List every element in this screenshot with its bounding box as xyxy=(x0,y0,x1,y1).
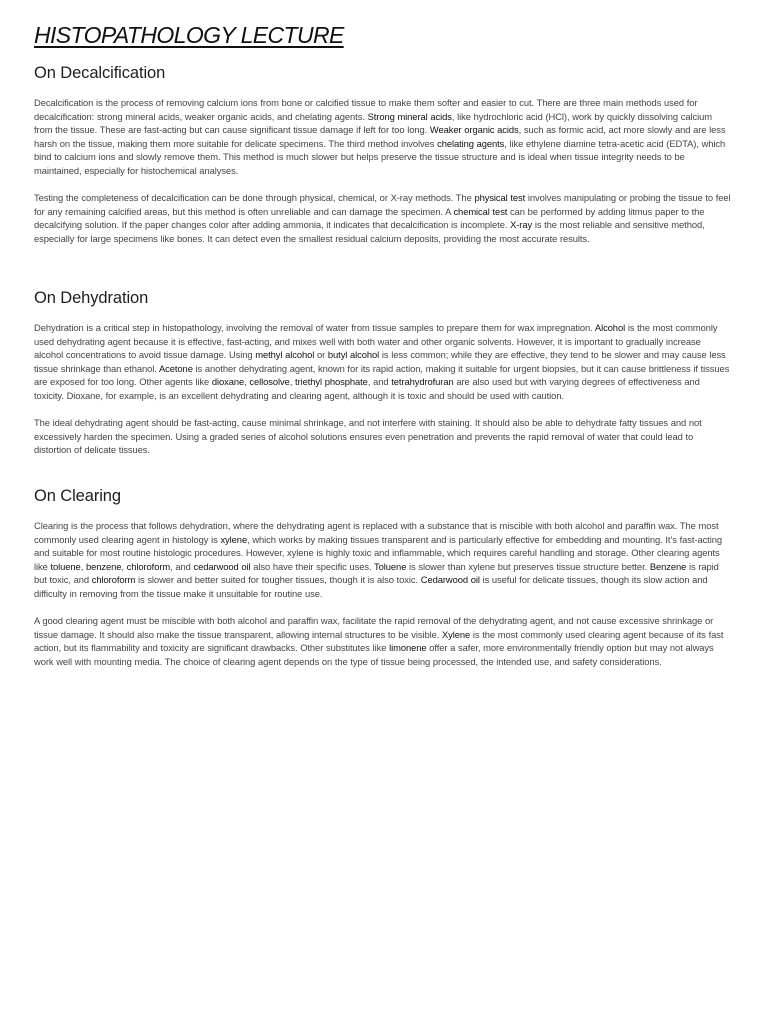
section-heading: On Clearing xyxy=(34,487,121,505)
emphasized-term: Strong mineral acids xyxy=(367,110,452,122)
emphasized-term: dioxane xyxy=(211,376,245,388)
section-heading: On Dehydration xyxy=(34,289,149,307)
emphasized-term: triethyl phosphate xyxy=(295,376,368,388)
paragraph: Decalcification is the process of removing calcium ions from bone or calcified tissue to make them softer and easier to cut. There are three main methods used for decalcification: strong mineral acids, weaker organic acids, and chelating agents. Strong mineral acids, like hydrochloric acid (HCl), work by quickly dissolving calcium from the tissue. These are fast-acting but can cause significant tissue damage if left for too long. Weaker organic acids, such as formic acid, act more slowly and are less harsh on the tissue, making them more suitable for delicate specimens. The third method involves chelating agents, like ethylene diamine tetra-acetic acid (EDTA), which bind to calcium ions and slowly remove them. This method is much slower but helps preserve the tissue structure and is ideal when tissue integrity needs to be maintained, especially for histochemical analyses. xyxy=(34,97,726,176)
emphasized-term: cellosolve xyxy=(249,376,290,388)
emphasized-term: Xylene xyxy=(442,628,471,640)
emphasized-term: cedarwood oil xyxy=(193,560,251,572)
document-page xyxy=(34,20,732,667)
section-dehydration xyxy=(34,288,732,471)
emphasized-term: methyl alcohol xyxy=(255,349,315,361)
emphasized-term: xylene xyxy=(220,533,248,545)
paragraph: A good clearing agent must be miscible with both alcohol and paraffin wax, facilitate the rapid removal of the dehydrating agent, and not cause excessive shrinkage or tissue damage. It should also make the tissue transparent, allowing internal structures to be visible. Xylene is the most commonly used clearing agent because of its fast action, but its flammability and toxicity are significant drawbacks. Other substitutes like limonene offer a safer, more environmentally friendly option but may not always work well with mounting media. The choice of clearing agent depends on the type of tissue being processed, the intended use, and safety considerations. xyxy=(34,615,724,667)
paragraph: The ideal dehydrating agent should be fast-acting, cause minimal shrinkage, and not interfere with staining. It should also be able to dehydrate fatty tissues and not excessively harden the specimen. Using a graded series of alcohol solutions ensures even penetration and prevents the rapid removal of water that could lead to distortion of delicate tissues. xyxy=(34,417,702,456)
emphasized-term: chloroform xyxy=(91,574,136,586)
emphasized-term: Alcohol xyxy=(594,322,626,333)
emphasized-term: physical test xyxy=(474,192,526,204)
section-decalcification xyxy=(34,63,732,259)
paragraph: Clearing is the process that follows dehydration, where the dehydrating agent is replaced with a substance that is miscible with both alcohol and paraffin wax. The most commonly used clearing agent in histology is xylene, which works by making tissues transparent and is particularly effective for embedding and mounting. It’s fast-acting and suitable for most routine histologic procedures. However, xylene is highly toxic and inflammable, which requires careful handling and storage. Other clearing agents like toluene, benzene, chloroform, and cedarwood oil also have their specific uses. Toluene is slower than xylene but preserves tissue structure better. Benzene is rapid but toxic, and chloroform is slower and better suited for tougher tissues, though it is also toxic. Cedarwood oil is useful for delicate tissues, though its slow action and difficulty in removing from the tissue make it unsuitable for routine use. xyxy=(34,520,722,599)
emphasized-term: Benzene xyxy=(649,560,687,572)
paragraph: Dehydration is a critical step in histopathology, involving the removal of water from tissue samples to prepare them for wax impregnation. Alcohol is the most commonly used dehydrating agent because it is effective, fast-acting, and mixes well with both water and other organic solvents. However, it is important to gradually increase alcohol concentrations to avoid tissue damage. Using methyl alcohol or butyl alcohol is less common; while they are effective, they tend to be slower and may cause less tissue shrinkage than ethanol. Acetone is another dehydrating agent, known for its rapid action, making it suitable for urgent biopsies, but it can cause brittleness if tissues are exposed for too long. Other agents like dioxane, cellosolve, triethyl phosphate, and tetrahydrofuran are also used but with varying degrees of effectiveness and toxicity. Dioxane, for example, is an excellent dehydrating and clearing agent, although it is toxic and should be used with caution. xyxy=(34,322,730,401)
emphasized-term: toluene xyxy=(50,560,81,572)
emphasized-term: X-ray xyxy=(510,219,533,231)
emphasized-term: chemical test xyxy=(453,205,508,217)
emphasized-term: Cedarwood oil xyxy=(420,574,480,586)
emphasized-term: butyl alcohol xyxy=(327,349,380,361)
emphasized-term: limonene xyxy=(389,642,427,654)
emphasized-term: chloroform xyxy=(126,560,171,572)
paragraph: Testing the completeness of decalcification can be done through physical, chemical, or X-ray methods. The physical test involves manipulating or probing the tissue to feel for any remaining calcified areas, but this method is often unreliable and can damage the specimen. A chemical test can be performed by adding litmus paper to the decalcifying solution. If the paper changes color after adding ammonia, it indicates that decalcification is incomplete. X-ray is the most reliable and sensitive method, especially for large specimens like bones. It can detect even the smallest residual calcium deposits, providing the most accurate results. xyxy=(34,192,731,244)
emphasized-term: benzene xyxy=(85,560,122,572)
section-clearing xyxy=(34,486,732,682)
emphasized-term: tetrahydrofuran xyxy=(391,376,454,388)
emphasized-term: chelating agents xyxy=(437,137,505,149)
section-heading: On Decalcification xyxy=(34,64,166,82)
document-title: HISTOPATHOLOGY LECTURE xyxy=(34,22,344,48)
emphasized-term: Weaker organic acids xyxy=(429,124,519,136)
emphasized-term: Acetone xyxy=(158,362,193,374)
emphasized-term: Toluene xyxy=(374,560,407,572)
